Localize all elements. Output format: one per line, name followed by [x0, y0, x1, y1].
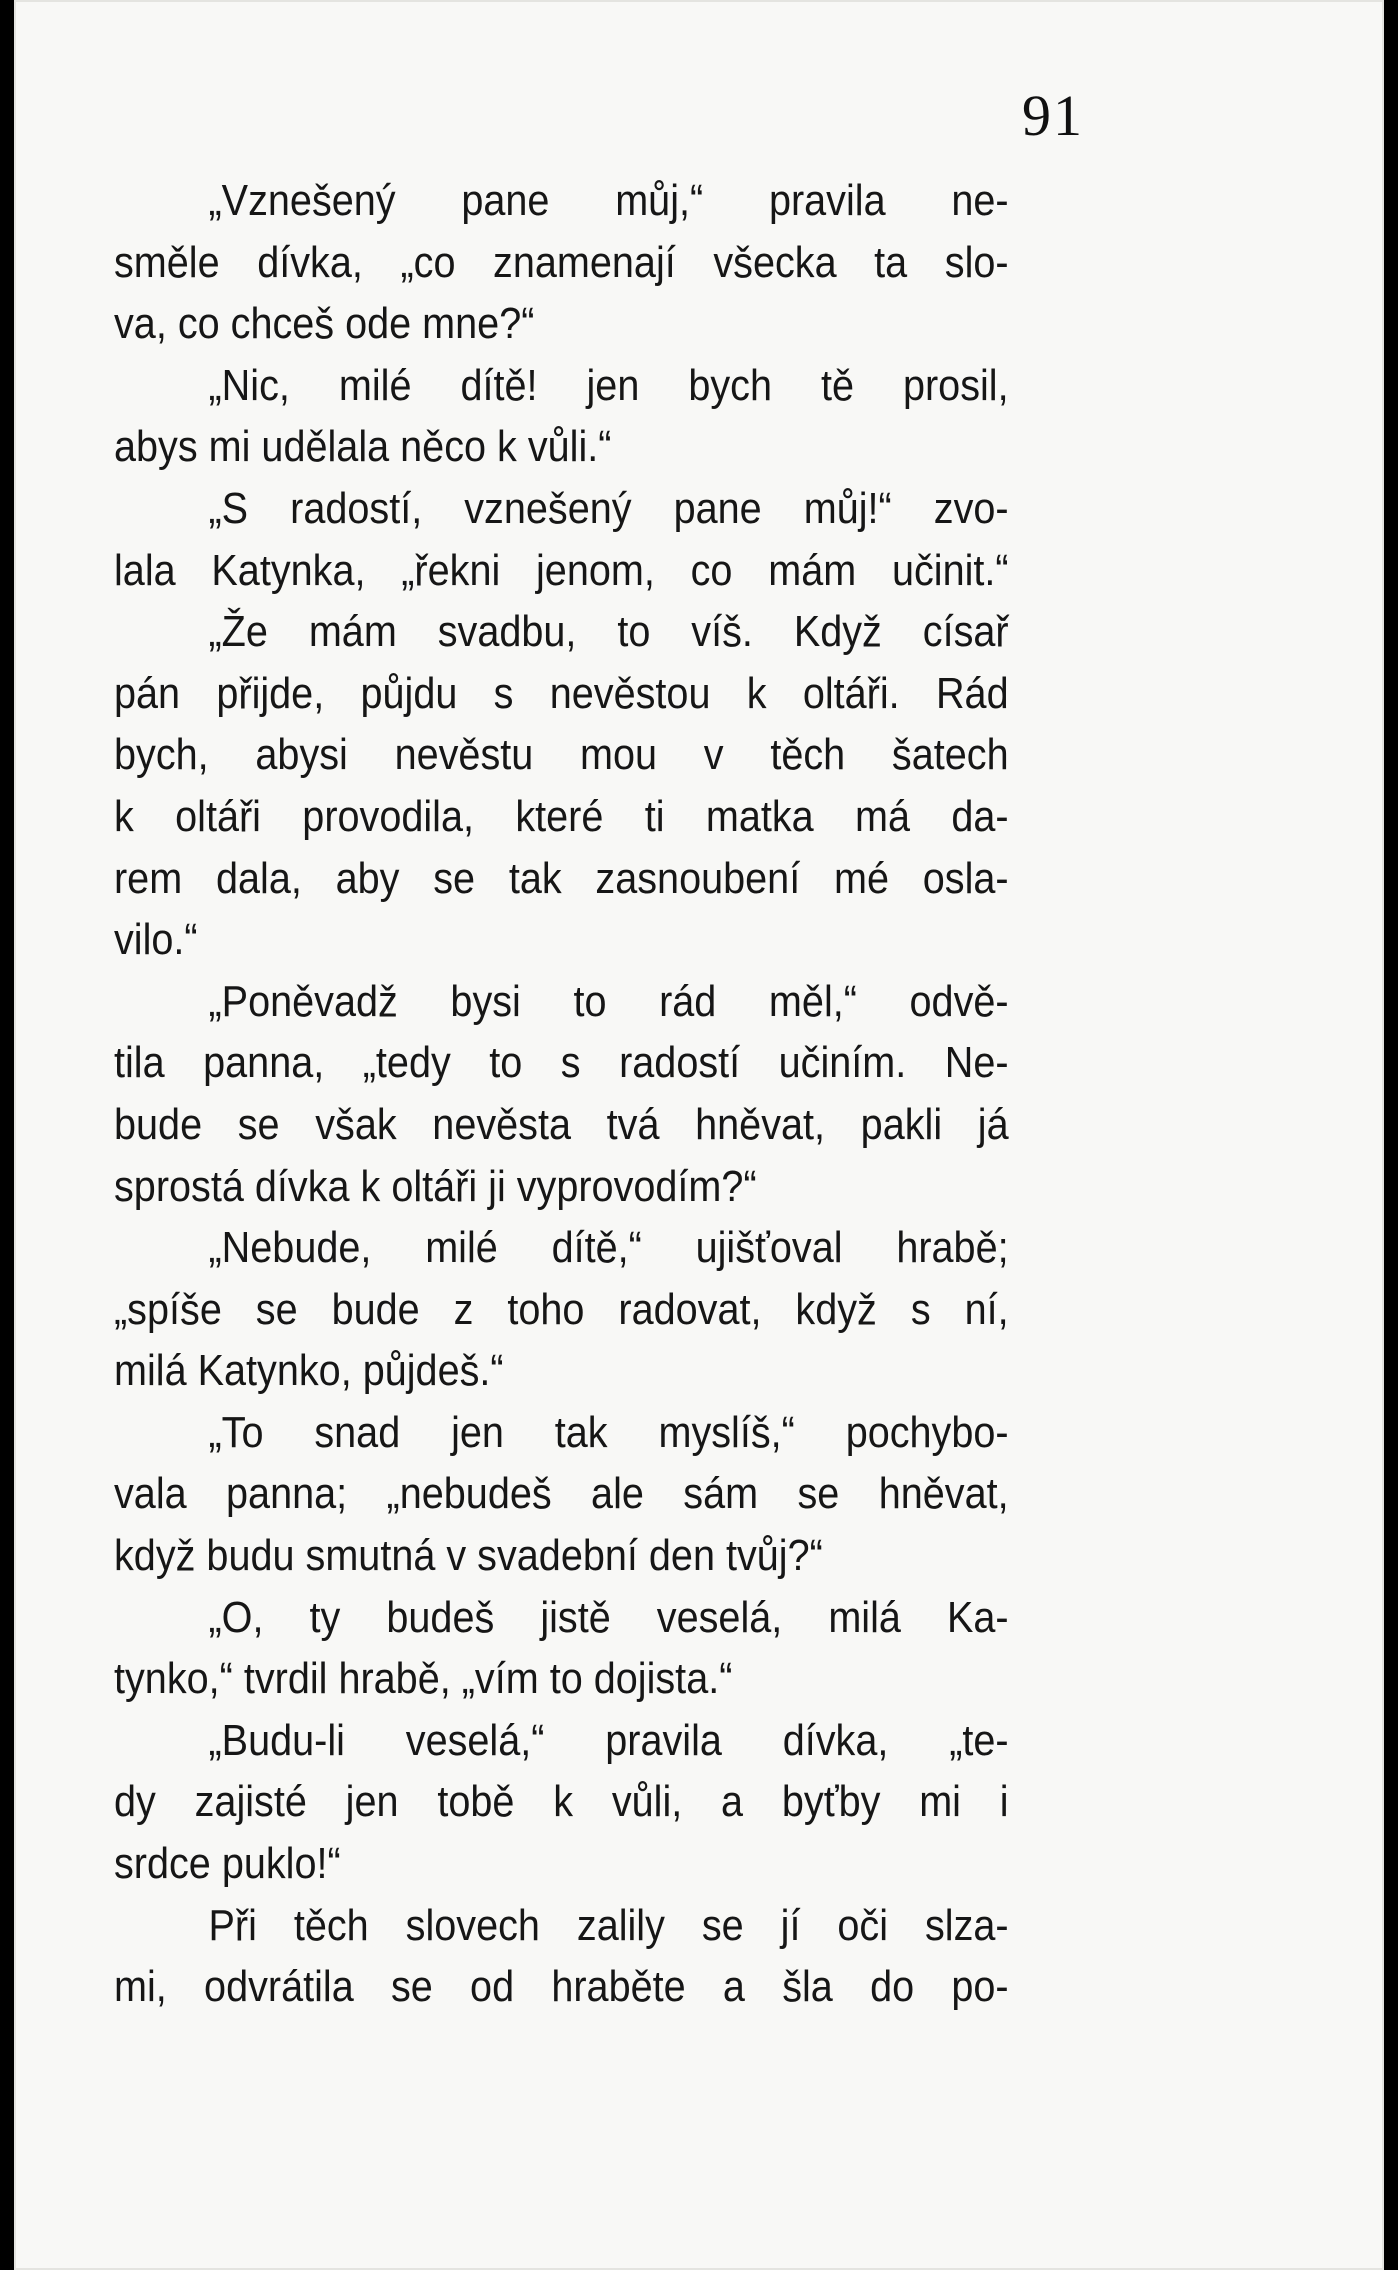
text-line: dy zajisté jen tobě k vůli, a byťby mi i	[114, 1777, 1009, 1827]
text-line: va, co chceš ode mne?“	[114, 299, 535, 349]
text-line: „Budu-li veselá,“ pravila dívka, „te-	[208, 1715, 1009, 1765]
text-line: rem dala, aby se tak zasnoubení mé osla-	[114, 853, 1009, 903]
text-line: vala panna; „nebudeš ale sám se hněvat,	[114, 1469, 1009, 1519]
text-line: „Že mám svadbu, to víš. Když císař	[208, 607, 1009, 657]
text-line: když budu smutná v svadební den tvůj?“	[114, 1531, 823, 1581]
text-line: mi, odvrátila se od hraběte a šla do po-	[114, 1962, 1009, 2012]
text-line: Při těch slovech zalily se jí oči slza-	[208, 1900, 1009, 1950]
text-line: milá Katynko, půjdeš.“	[114, 1346, 504, 1396]
text-line: srdce puklo!“	[114, 1839, 341, 1889]
text-line: pán přijde, půjdu s nevěstou k oltáři. Rád	[114, 668, 1009, 718]
page-number: 91	[1022, 83, 1084, 148]
text-line: tynko,“ tvrdil hrabě, „vím to dojista.“	[114, 1654, 733, 1704]
book-page	[14, 0, 1384, 2270]
text-line: „To snad jen tak myslíš,“ pochybo-	[208, 1407, 1009, 1457]
text-line: „Vznešený pane můj,“ pravila ne-	[208, 176, 1009, 225]
text-line: vilo.“	[114, 915, 198, 965]
body-text	[114, 170, 1009, 2018]
text-line: „Nebude, milé dítě,“ ujišťoval hrabě;	[208, 1223, 1009, 1273]
text-line: „Nic, milé dítě! jen bych tě prosil,	[208, 360, 1009, 410]
text-line: bych, abysi nevěstu mou v těch šatech	[114, 730, 1009, 780]
text-line: „Poněvadž bysi to rád měl,“ odvě-	[208, 976, 1009, 1026]
text-line: „O, ty budeš jistě veselá, milá Ka-	[208, 1592, 1009, 1642]
text-line: sprostá dívka k oltáři ji vyprovodím?“	[114, 1161, 757, 1211]
text-line: tila panna, „tedy to s radostí učiním. Ne-	[114, 1038, 1009, 1088]
text-line: „spíše se bude z toho radovat, když s ní,	[114, 1284, 1009, 1334]
text-line: směle dívka, „co znamenají všecka ta slo-	[114, 237, 1009, 287]
text-line: k oltáři provodila, které ti matka má da-	[114, 791, 1009, 841]
text-line: lala Katynka, „řekni jenom, co mám učinit.“	[114, 545, 1009, 595]
text-line: bude se však nevěsta tvá hněvat, pakli já	[114, 1099, 1009, 1149]
text-line: „S radostí, vznešený pane můj!“ zvo-	[208, 483, 1009, 533]
text-line: abys mi udělala něco k vůli.“	[114, 422, 612, 472]
